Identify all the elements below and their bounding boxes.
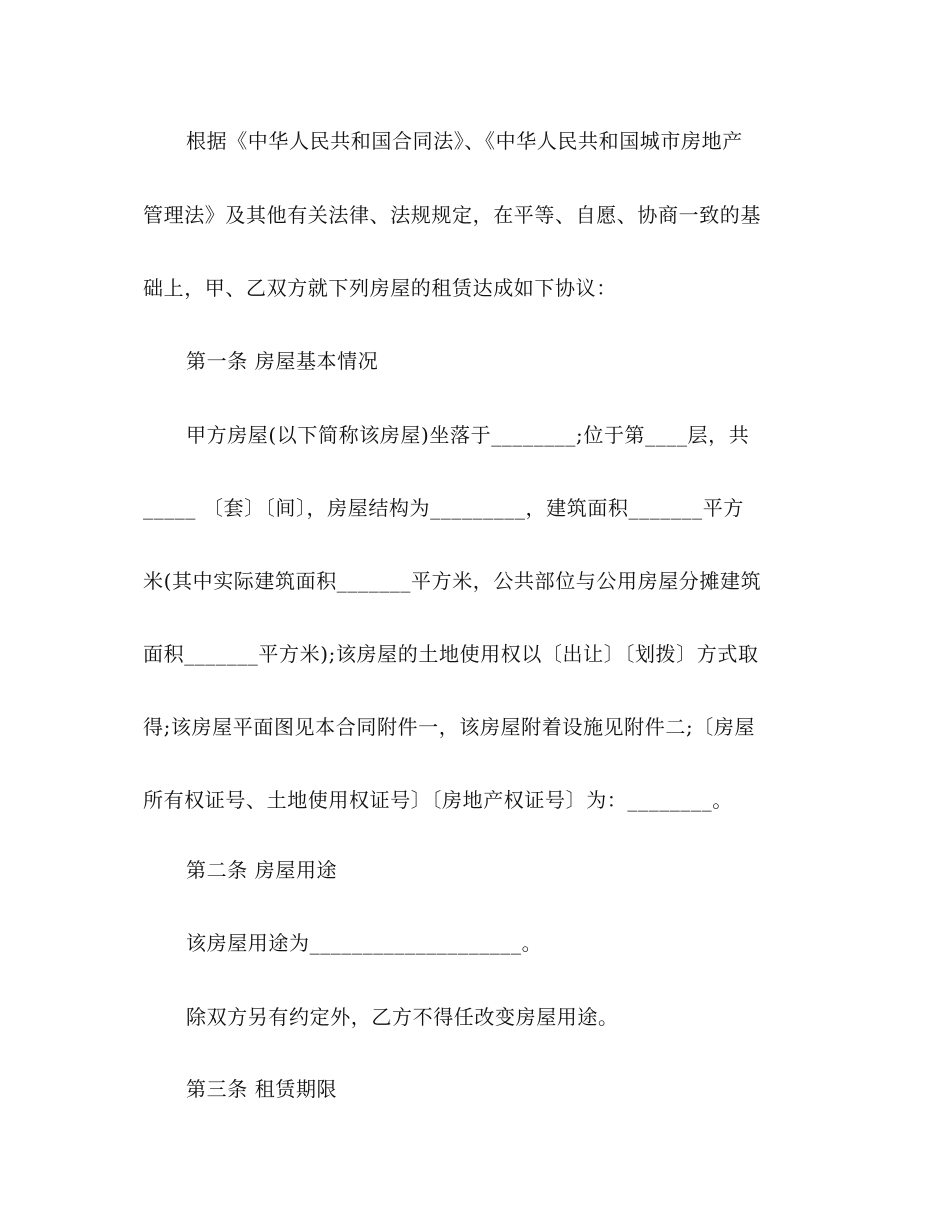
article-1-line-5: 得;该房屋平面图见本合同附件一，该房屋附着设施见附件二;〔房屋 xyxy=(143,715,756,739)
article-1-heading: 第一条 房屋基本情况 xyxy=(186,349,379,373)
paragraph-intro-line-2: 管理法》及其他有关法律、法规规定，在平等、自愿、协商一致的基 xyxy=(143,203,761,227)
paragraph-intro-line-1: 根据《中华人民共和国合同法》、《中华人民共和国城市房地产 xyxy=(186,129,743,153)
article-3-heading: 第三条 租赁期限 xyxy=(186,1077,338,1101)
paragraph-intro-line-3: 础上，甲、乙双方就下列房屋的租赁达成如下协议： xyxy=(143,276,617,300)
article-1-line-3: 米(其中实际建筑面积_______平方米，公共部位与公用房屋分摊建筑 xyxy=(143,569,762,593)
article-1-line-4: 面积_______平方米);该房屋的土地使用权以〔出让〕〔划拨〕方式取 xyxy=(143,642,759,666)
article-2-heading: 第二条 房屋用途 xyxy=(186,858,338,882)
article-2-line-2: 除双方另有约定外，乙方不得任改变房屋用途。 xyxy=(186,1005,619,1029)
article-1-line-6: 所有权证号、土地使用权证号〕〔房地产权证号〕为：________。 xyxy=(143,788,733,812)
article-2-line-1: 该房屋用途为____________________。 xyxy=(186,931,543,955)
article-1-line-2: _____ 〔套〕〔间〕，房屋结构为_________，建筑面积_______平方 xyxy=(143,496,744,520)
article-1-line-1: 甲方房屋(以下简称该房屋)坐落于________;位于第____层，共 xyxy=(186,423,750,447)
